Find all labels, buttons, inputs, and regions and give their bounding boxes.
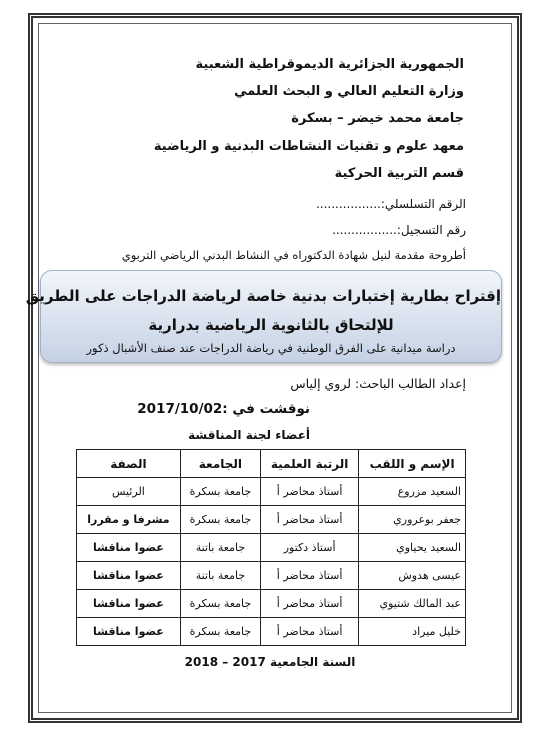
member-university: جامعة باتنة: [180, 534, 260, 562]
member-university: جامعة باتنة: [180, 562, 260, 590]
institute-name: معهد علوم و تقنيات النشاطات البدنية و الرياضية: [153, 139, 464, 154]
member-rank: أستاذ محاضر أ: [260, 590, 358, 618]
member-role: عضوا مناقشا: [77, 590, 181, 618]
department-name: قسم التربية الحركية: [334, 166, 464, 181]
thesis-title-line1: إقتراح بطارية إختبارات بدنية خاصة لرياضة الدراجات على الطريق: [25, 287, 501, 305]
registration-number-field: رقم التسجيل:.................: [332, 223, 466, 237]
header-name: الإسم و اللقب: [359, 450, 466, 478]
member-name: السعيد مزروع: [359, 478, 466, 506]
table-row: [77, 618, 466, 646]
thesis-purpose: أطروحة مقدمة لنيل شهادة الدكتوراه في النشاط البدني الرياضي التربوي: [121, 248, 466, 262]
title-banner: [25, 270, 502, 363]
member-role: مشرفا و مقررا: [77, 506, 181, 534]
header-rank: الرتبة العلمية: [260, 450, 358, 478]
university-name: جامعة محمد خيضر – بسكرة: [291, 111, 464, 126]
ministry-name: وزارة التعليم العالي و البحث العلمي: [234, 84, 464, 99]
member-rank: أستاذ محاضر أ: [260, 506, 358, 534]
member-role: عضوا مناقشا: [77, 618, 181, 646]
member-name: خليل ميراد: [359, 618, 466, 646]
committee-title: أعضاء لجنة المناقشة: [188, 428, 310, 442]
member-rank: أستاذ دكتور: [260, 534, 358, 562]
member-university: جامعة بسكرة: [180, 618, 260, 646]
thesis-title-line2: للإلتحاق بالثانوية الرياضية بدرارية: [148, 316, 394, 334]
member-rank: أستاذ محاضر أ: [260, 478, 358, 506]
table-row: [77, 534, 466, 562]
country-name: الجمهورية الجزائرية الديموقراطية الشعبية: [195, 57, 464, 72]
defense-date: نوقشت في :2017/10/02: [137, 401, 310, 417]
member-name: عبد المالك شتيوي: [359, 590, 466, 618]
member-role: عضوا مناقشا: [77, 534, 181, 562]
member-name: عيسى هدوش: [359, 562, 466, 590]
member-role: عضوا مناقشا: [77, 562, 181, 590]
member-university: جامعة بسكرة: [180, 506, 260, 534]
academic-year: السنة الجامعية 2017 – 2018: [184, 655, 356, 669]
member-name: السعيد يحياوي: [359, 534, 466, 562]
committee-table: [76, 449, 466, 646]
thesis-subtitle: دراسة ميدانية على الفرق الوطنية في رياضة الدراجات عند صنف الأشبال ذكور: [86, 341, 456, 355]
header-university: الجامعة: [180, 450, 260, 478]
table-row: [77, 478, 466, 506]
prepared-by: إعداد الطالب الباحث: لروي إلياس: [290, 376, 466, 391]
table-row: [77, 562, 466, 590]
member-rank: أستاذ محاضر أ: [260, 562, 358, 590]
member-name: جعفر بوعروري: [359, 506, 466, 534]
member-role: الرئيس: [77, 478, 181, 506]
serial-number-field: الرقم التسلسلي:.................: [315, 197, 466, 211]
member-university: جامعة بسكرة: [180, 590, 260, 618]
member-rank: أستاذ محاضر أ: [260, 618, 358, 646]
table-row: [77, 506, 466, 534]
table-header-row: [77, 450, 466, 478]
member-university: جامعة بسكرة: [180, 478, 260, 506]
header-role: الصفة: [77, 450, 181, 478]
table-row: [77, 590, 466, 618]
